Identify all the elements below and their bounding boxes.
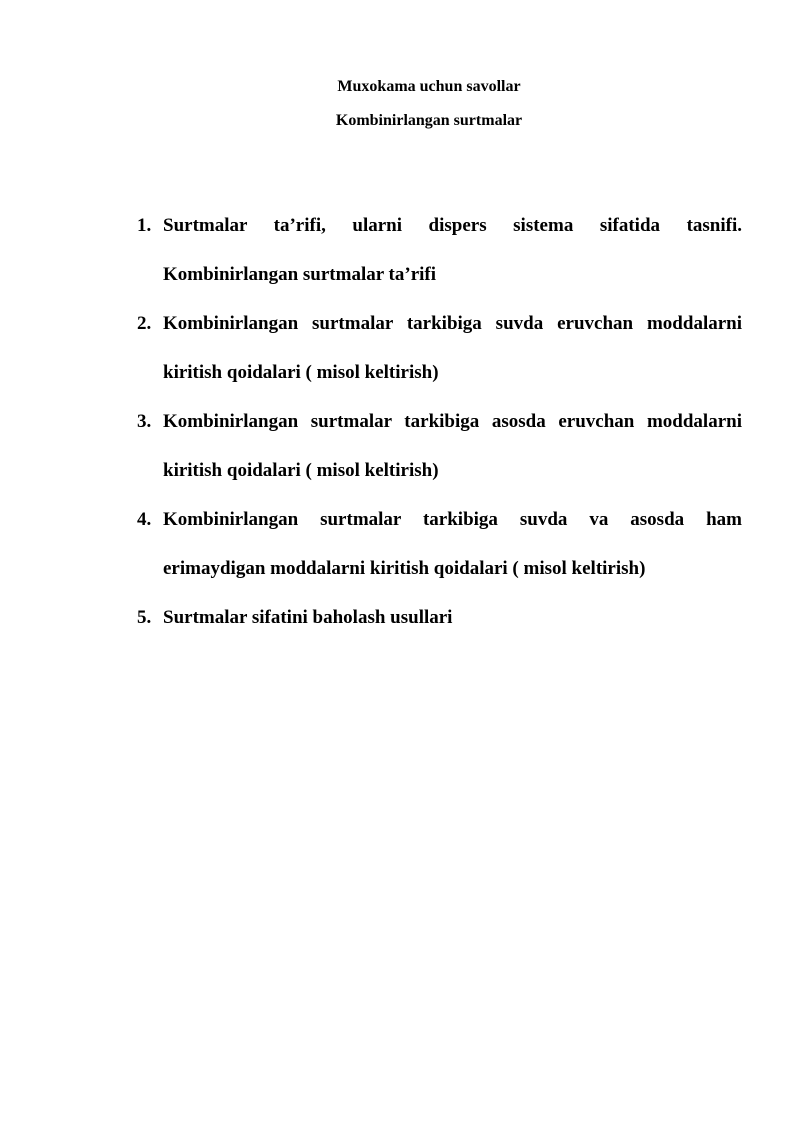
question-number: 5. [137,607,152,628]
question-item [137,495,742,593]
page-title: Muxokama uchun savollar [337,78,521,95]
question-text: Kombinirlangan surtmalar tarkibiga suvda va asosda ham erimaydigan moddalarni kiritish qoidalari ( misol keltirish) [163,509,742,579]
question-item [137,201,742,299]
page-subtitle: Kombinirlangan surtmalar [335,112,523,129]
question-text: Kombinirlangan surtmalar tarkibiga asosda eruvchan moddalarni kiritish qoidalari ( misol keltirish) [163,411,742,481]
question-item [137,299,742,397]
question-number: 1. [137,215,152,236]
question-list [137,201,742,642]
question-item [137,397,742,495]
question-item [137,593,742,642]
question-text: Surtmalar sifatini baholash usullari [163,607,453,628]
question-text: Surtmalar ta’rifi, ularni dispers sistema sifatida tasnifi. Kombinirlangan surtmalar ta’rifi [163,215,742,285]
question-number: 2. [137,313,152,334]
question-text: Kombinirlangan surtmalar tarkibiga suvda eruvchan moddalarni kiritish qoidalari ( misol keltirish) [163,313,742,383]
question-number: 4. [137,509,152,530]
question-number: 3. [137,411,152,432]
